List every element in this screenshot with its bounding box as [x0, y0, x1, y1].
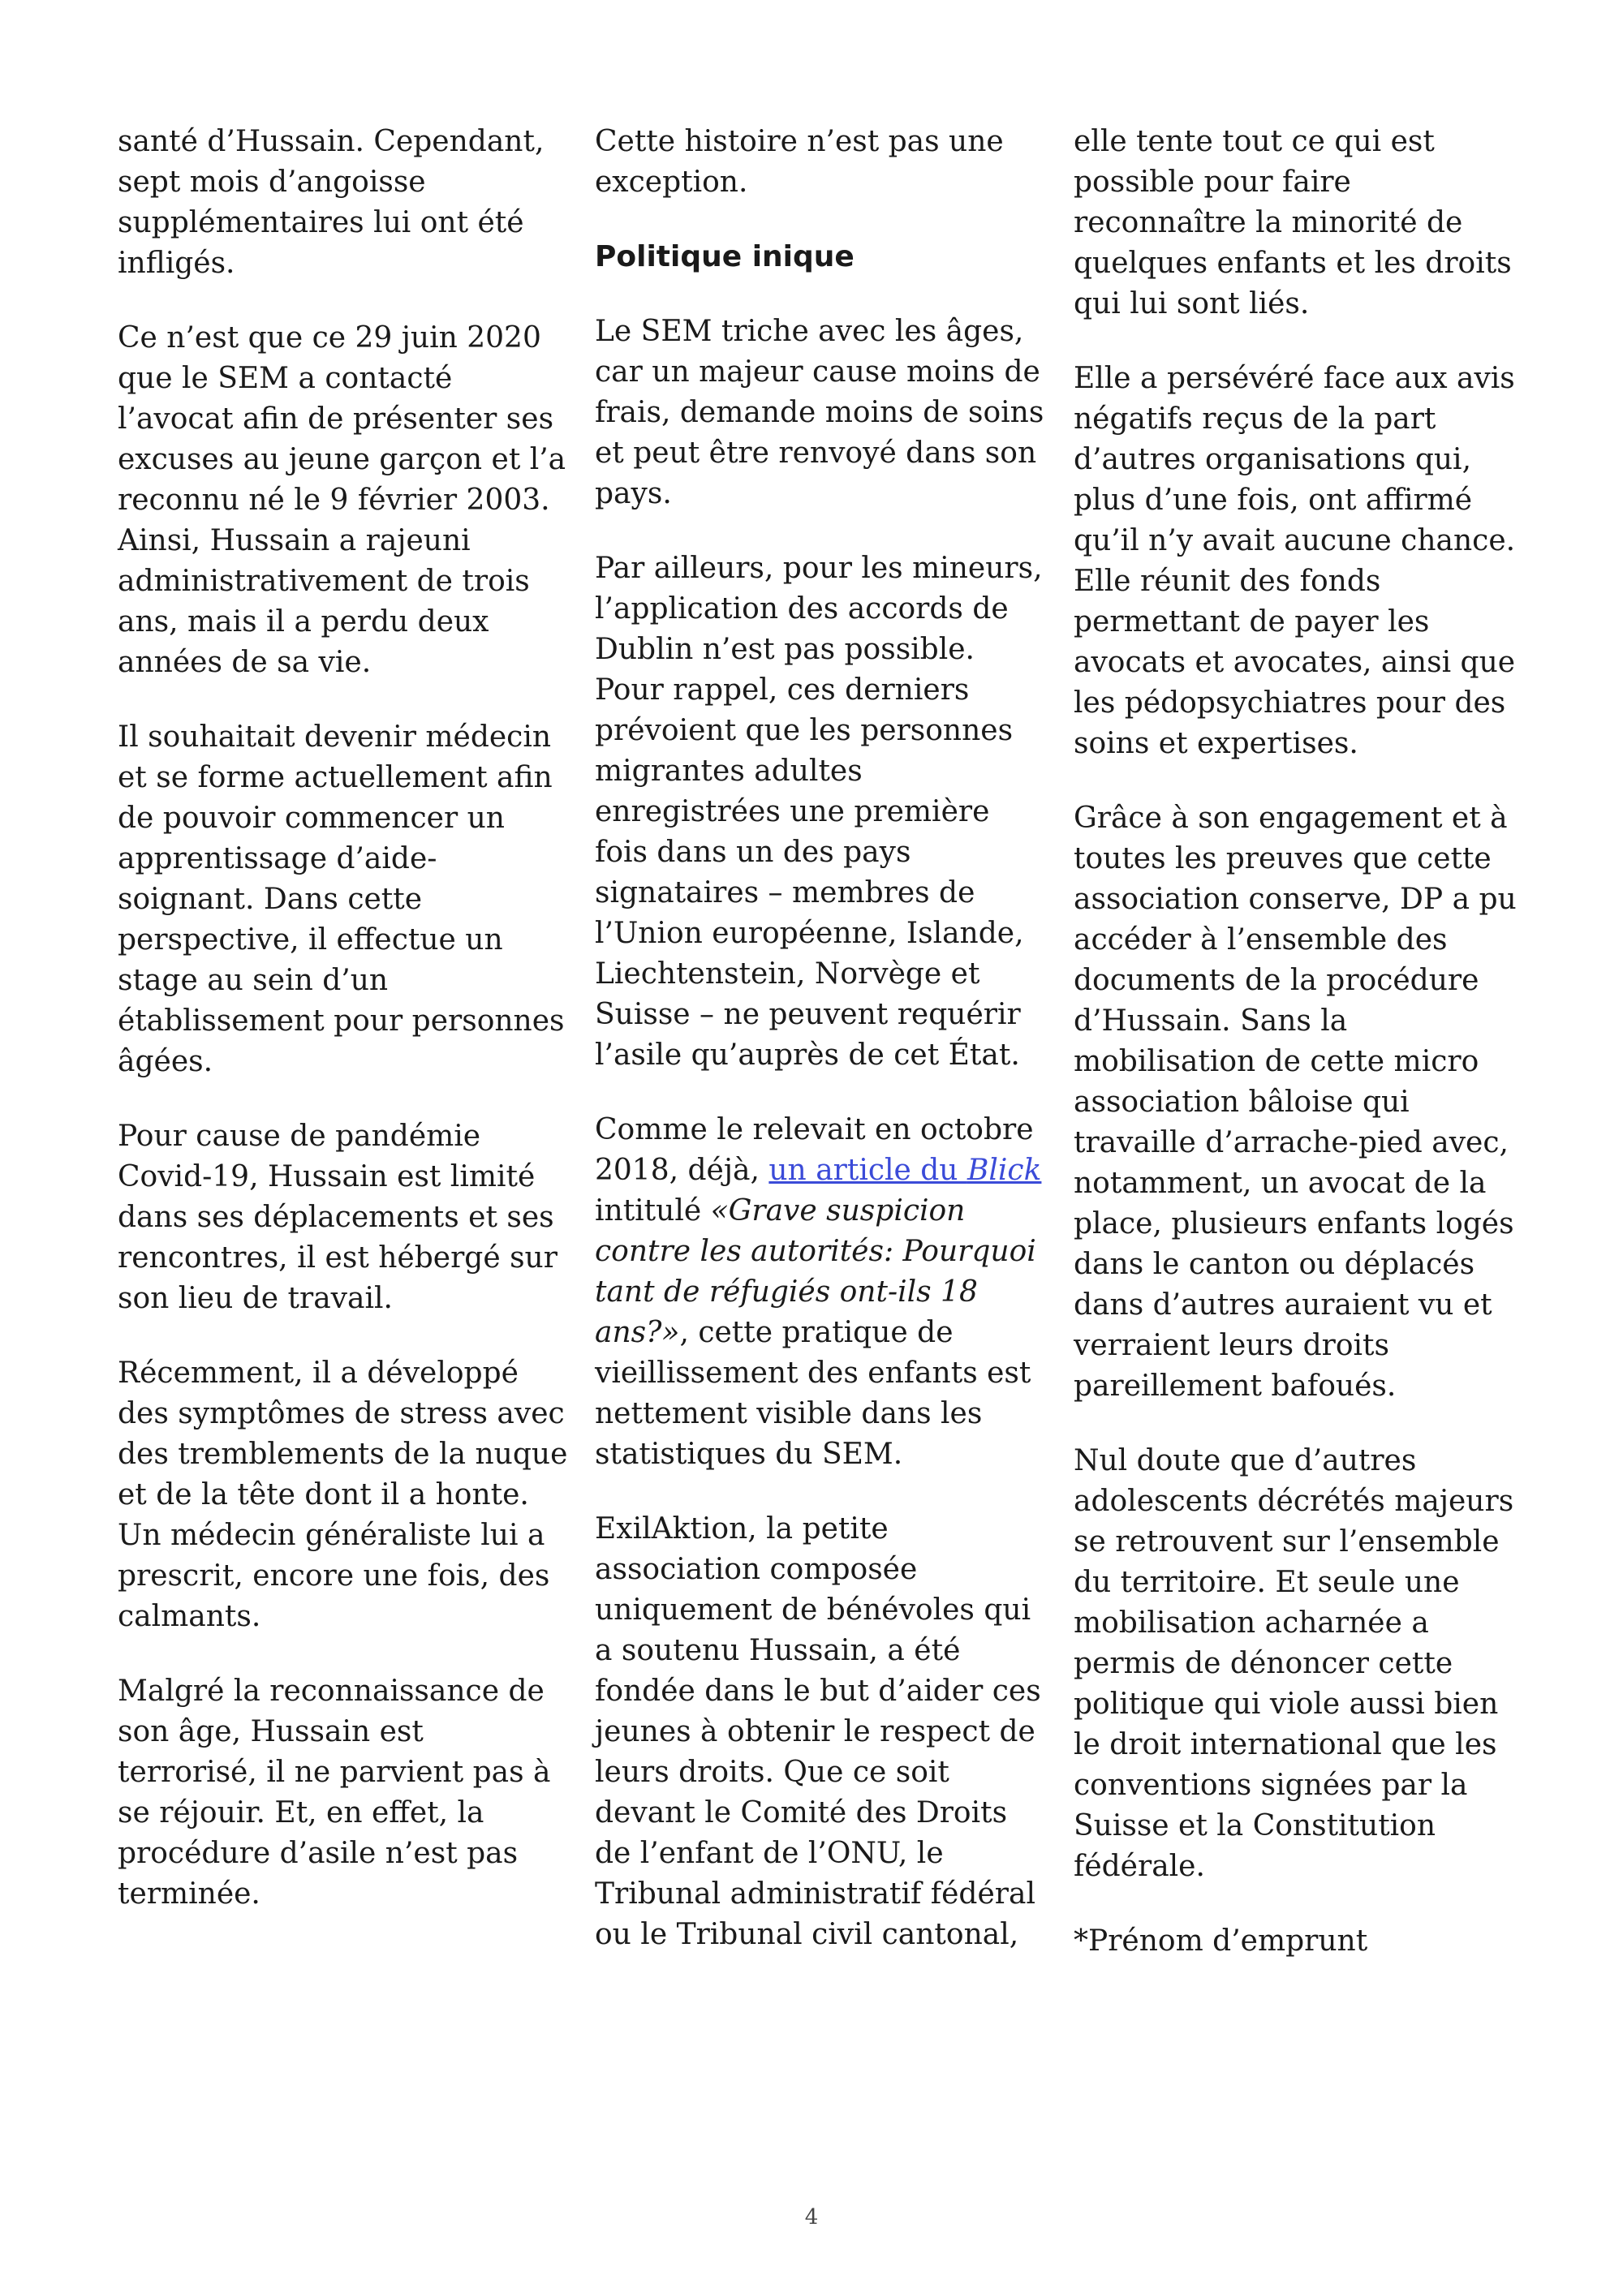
section-heading: Politique inique: [595, 240, 855, 273]
paragraph: Nul doute que d’autres adolescents décrétés majeurs se retrouvent sur l’ensemble du territoire. Et seule une mobilisation acharnée a permis de dénoncer cette politique qui viole aussi bien le droit international que les conventions signées par la Suisse et la Constitution fédérale.: [1074, 1444, 1514, 1883]
text-span: , cette pratique de vieillissement des enfants est nettement visible dans les statistiques du SEM.: [595, 1316, 1031, 1471]
paragraph: Grâce à son engagement et à toutes les preuves que cette association conserve, DP a pu accéder à l’ensemble des documents de la procédure d’Hussain. Sans la mobilisation de cette micro association bâloise qui travaille d’arrache-pied avec,: [1074, 802, 1517, 1159]
paragraph: Malgré la reconnaissance de son âge, Hussain est terrorisé, il ne parvient pas à se réjouir. Et, en effet, la procédure d’asile n’est pas terminée.: [118, 1675, 551, 1911]
paragraph: Cette histoire n’est pas une exception.: [595, 125, 1004, 199]
paragraph-with-link: [595, 1110, 1049, 1475]
link-text: un article du: [768, 1154, 967, 1187]
paragraph: ExilAktion, la petite association composée uniquement de bénévoles qui a soutenu Hussain, a été fondée dans le but d’aider ces jeunes à obtenir le respect de leurs droits. Que ce soit devant le Comité des Droits de l’enfant de l’ONU, le Tribunal administratif fédéral ou le Tribunal civil cantonal,: [595, 1512, 1041, 1951]
article-title-quote: «Grave suspicion contre les autorités: Pourquoi tant de réfugiés ont-ils 18 ans?»: [595, 1194, 1036, 1349]
paragraph: Le SEM triche avec les âges, car un majeur cause moins de frais, demande moins de soins et peut être renvoyé dans son pays.: [595, 315, 1044, 510]
text-span: Comme le relevait en octobre 2018, déjà,: [595, 1113, 1034, 1187]
paragraph: elle tente tout ce qui est possible pour faire reconnaître la minorité de quelques enfants et les droits qui lui sont liés.: [1074, 125, 1512, 320]
blick-article-link[interactable]: [768, 1154, 1041, 1187]
column-1: [118, 122, 568, 1949]
page-number: 4: [804, 2205, 819, 2229]
link-text-italic: Blick: [966, 1154, 1042, 1187]
paragraph: notamment, un avocat de la place, plusieurs enfants logés dans le canton ou déplacés dans d’autres auraient vu et verraient leurs droits pareillement bafoués.: [1074, 1167, 1514, 1403]
column-3: [1074, 122, 1524, 1996]
paragraph: Par ailleurs, pour les mineurs, l’application des accords de Dublin n’est pas possible. Pour rappel, ces derniers prévoient que les personnes migrantes adultes enregistrées une première fois dans un des pays signataires – membres de l’Union européenne, Islande, Liechtenstein, Norvège et Suisse – ne peuvent requérir l’asile qu’auprès de cet État.: [595, 552, 1043, 1072]
footnote: *Prénom d’emprunt: [1074, 1924, 1368, 1958]
paragraph: Pour cause de pandémie Covid-19, Hussain est limité dans ses déplacements et ses rencontres, il est hébergé sur son lieu de travail.: [118, 1120, 558, 1315]
paragraph: Récemment, il a développé des symptômes de stress avec des tremblements de la nuque et de la tête dont il a honte. Un médecin généraliste lui a prescrit, encore une fois, des calmants.: [118, 1357, 568, 1633]
text-span: intitulé: [595, 1194, 711, 1228]
paragraph: Elle a persévéré face aux avis négatifs reçus de la part d’autres organisations qui, plus d’une fois, ont affirmé qu’il n’y avait aucune chance. Elle réunit des fonds permettant de payer les avocats et avocates, ainsi que les pédopsychiatres pour des soins et expertises.: [1074, 362, 1516, 760]
paragraph: santé d’Hussain. Cependant, sept mois d’angoisse supplémentaires lui ont été infligés.: [118, 125, 545, 280]
paragraph: Il souhaitait devenir médecin et se forme actuellement afin de pouvoir commencer un apprentissage d’aide-soignant. Dans cette perspective, il effectue un stage au sein d’un établissement pour personnes âgées.: [118, 720, 565, 1078]
column-2: [595, 122, 1049, 1989]
paragraph: Ce n’est que ce 29 juin 2020 que le SEM a contacté l’avocat afin de présenter ses excuses au jeune garçon et l’a reconnu né le 9 février 2003. Ainsi, Hussain a rajeuni administrativement de trois ans, mais il a perdu deux années de sa vie.: [118, 321, 566, 679]
